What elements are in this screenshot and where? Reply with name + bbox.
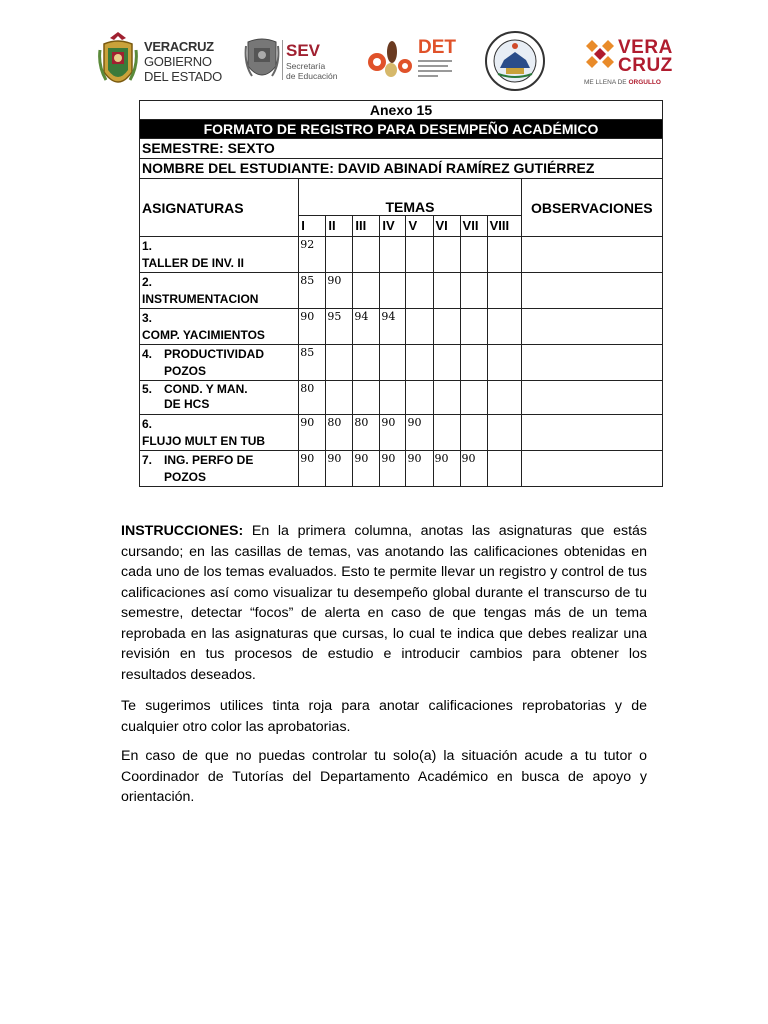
- score-cell: [460, 415, 487, 451]
- score-cell: [380, 237, 406, 273]
- topic-header: VI: [433, 216, 460, 237]
- score-cell: [406, 237, 433, 273]
- subject-cell: [140, 345, 299, 381]
- topic-header: VIII: [487, 216, 521, 237]
- score-cell: 85: [299, 273, 326, 309]
- observation-cell: [521, 451, 662, 487]
- det-fine-print-line: [418, 60, 452, 62]
- table-row: [140, 237, 663, 273]
- score-cell: [380, 381, 406, 415]
- score-cell: [460, 237, 487, 273]
- det-abbr: DET: [418, 37, 456, 58]
- topic-header: III: [353, 216, 380, 237]
- header-row-1: [140, 179, 663, 216]
- brand-tagline-a: ME LLENA DE: [584, 79, 629, 86]
- subjects-header: ASIGNATURAS: [140, 179, 299, 237]
- score-cell: 80: [299, 381, 326, 415]
- brand-tagline-b: ORGULLO: [628, 79, 661, 86]
- score-cell: [487, 381, 521, 415]
- score-cell: [487, 273, 521, 309]
- score-cell: 95: [326, 309, 353, 345]
- score-cell: [353, 345, 380, 381]
- table-row: [140, 273, 663, 309]
- score-cell: 90: [326, 451, 353, 487]
- topic-header: V: [406, 216, 433, 237]
- subject-cell: [140, 451, 299, 487]
- subject-number: 1.: [142, 239, 153, 253]
- score-cell: [460, 345, 487, 381]
- observation-cell: [521, 237, 662, 273]
- score-cell: 90: [353, 451, 380, 487]
- gov-line-1: VERACRUZ: [144, 39, 214, 54]
- institute-seal-icon: [484, 30, 546, 92]
- header-logos: [96, 28, 672, 98]
- subject-cell: [140, 309, 299, 345]
- score-cell: [487, 415, 521, 451]
- det-logo: [366, 28, 476, 96]
- annex-row: [140, 101, 663, 120]
- score-cell: 90: [406, 415, 433, 451]
- table-row: [140, 415, 663, 451]
- subject-name: FLUJO MULT EN TUB: [142, 434, 266, 448]
- score-cell: [487, 451, 521, 487]
- sev-shield-icon: [244, 36, 280, 86]
- score-cell: 94: [380, 309, 406, 345]
- score-cell: [487, 345, 521, 381]
- subject-name: ING. PERFO DE POZOS: [164, 453, 254, 484]
- score-cell: [433, 273, 460, 309]
- subject-number: 7.: [142, 453, 153, 467]
- observation-cell: [521, 345, 662, 381]
- sev-line-2: de Educación: [286, 71, 338, 81]
- score-cell: [353, 381, 380, 415]
- score-cell: [326, 237, 353, 273]
- student-row: [140, 159, 663, 179]
- score-cell: 80: [353, 415, 380, 451]
- subject-number: 3.: [142, 311, 153, 325]
- score-cell: [406, 345, 433, 381]
- table-row: [140, 309, 663, 345]
- det-fine-print-line: [418, 70, 452, 72]
- score-cell: 90: [406, 451, 433, 487]
- topic-header: I: [299, 216, 326, 237]
- instructions-paragraph: [121, 521, 647, 685]
- semester-row: [140, 139, 663, 159]
- subject-number: 5.: [142, 382, 153, 396]
- score-cell: [487, 237, 521, 273]
- det-fine-print-line: [418, 65, 448, 67]
- score-cell: 90: [380, 451, 406, 487]
- score-cell: [326, 345, 353, 381]
- subject-name: TALLER DE INV. II: [142, 256, 245, 270]
- sev-logo: [244, 28, 344, 96]
- topic-header: II: [326, 216, 353, 237]
- gov-line-2: GOBIERNO: [144, 54, 212, 69]
- brand-line-2: CRUZ: [618, 55, 673, 76]
- score-cell: [433, 415, 460, 451]
- format-title-row: [140, 120, 663, 139]
- table-row: [140, 381, 663, 415]
- format-title: FORMATO DE REGISTRO PARA DESEMPEÑO ACADÉMICO: [140, 120, 663, 139]
- subject-name: COMP. YACIMIENTOS: [142, 328, 265, 342]
- subject-name: PRODUCTIVIDAD POZOS: [164, 347, 265, 378]
- observation-cell: [521, 309, 662, 345]
- instructions-text: En la primera columna, anotas las asignaturas que estás cursando; en las casillas de temas, vas anotando las calificaciones obtenidas en cada uno de los temas evaluados. Esto te permite llevar un registro y control de tus calificaciones así como visualizar tu desempeño global durante el transcurso de tu semestre, detectar “focos” de alerta en caso de que tengas más de un tema reprobada en las asignaturas que cursas, lo cual te indica que debes realizar una revisión en tus procesos de estudio e introducir cambios para obtener los resultados deseados.: [121, 523, 647, 683]
- topics-header: TEMAS: [299, 179, 521, 216]
- brand-line-1: VERA: [618, 37, 673, 58]
- sev-line-1: Secretaría: [286, 61, 326, 71]
- table-row: [140, 451, 663, 487]
- score-cell: [380, 345, 406, 381]
- det-fine-print-line: [418, 75, 438, 77]
- score-cell: 94: [353, 309, 380, 345]
- institute-seal-logo: [484, 28, 554, 96]
- score-cell: 90: [299, 451, 326, 487]
- score-cell: [433, 309, 460, 345]
- subject-cell: [140, 237, 299, 273]
- score-cell: 90: [380, 415, 406, 451]
- score-cell: [487, 309, 521, 345]
- score-cell: [460, 273, 487, 309]
- semester-field: SEMESTRE: SEXTO: [140, 139, 663, 159]
- score-cell: 92: [299, 237, 326, 273]
- score-cell: [353, 273, 380, 309]
- table-row: [140, 345, 663, 381]
- subject-cell: [140, 381, 299, 415]
- topic-header: VII: [460, 216, 487, 237]
- score-cell: [353, 237, 380, 273]
- brand-tagline: [584, 80, 661, 87]
- observations-header: OBSERVACIONES: [521, 179, 662, 237]
- score-cell: 90: [433, 451, 460, 487]
- subject-cell: [140, 273, 299, 309]
- score-cell: 80: [326, 415, 353, 451]
- score-cell: [433, 237, 460, 273]
- brand-pattern-icon: [584, 38, 616, 70]
- observation-cell: [521, 415, 662, 451]
- sev-divider: [282, 40, 283, 80]
- academic-record-table: [139, 100, 663, 487]
- score-cell: [380, 273, 406, 309]
- state-coat-of-arms-icon: [96, 30, 140, 96]
- score-cell: [433, 381, 460, 415]
- topic-header: IV: [380, 216, 406, 237]
- score-cell: [326, 381, 353, 415]
- veracruz-brand-logo: [584, 28, 672, 96]
- score-cell: [406, 381, 433, 415]
- score-cell: 90: [299, 309, 326, 345]
- score-cell: 90: [326, 273, 353, 309]
- student-name-field: NOMBRE DEL ESTUDIANTE: DAVID ABINADÍ RAMÍREZ GUTIÉRREZ: [140, 159, 663, 179]
- det-emblem-icon: [366, 34, 414, 86]
- sev-abbr: SEV: [286, 41, 321, 60]
- annex-title: Anexo 15: [140, 101, 663, 120]
- veracruz-government-logo: [96, 28, 236, 96]
- instructions-label: INSTRUCCIONES:: [121, 523, 244, 539]
- score-cell: [433, 345, 460, 381]
- subject-cell: [140, 415, 299, 451]
- observation-cell: [521, 273, 662, 309]
- subject-number: 2.: [142, 275, 153, 289]
- red-ink-paragraph: Te sugerimos utilices tinta roja para anotar calificaciones reprobatorias y de cualquier otro color las aprobatorias.: [121, 698, 647, 735]
- score-cell: 90: [299, 415, 326, 451]
- score-cell: [460, 381, 487, 415]
- subject-name: INSTRUMENTACION: [142, 292, 259, 306]
- score-cell: [460, 309, 487, 345]
- subject-name: COND. Y MAN. DE HCS: [164, 382, 248, 411]
- score-cell: [406, 309, 433, 345]
- score-cell: [406, 273, 433, 309]
- gov-line-3: DEL ESTADO: [144, 69, 222, 84]
- score-cell: 85: [299, 345, 326, 381]
- observation-cell: [521, 381, 662, 415]
- tutor-paragraph: En caso de que no puedas controlar tu solo(a) la situación acude a tu tutor o Coordinador de Tutorías del Departamento Académico en busca de apoyo y orientación.: [121, 748, 647, 805]
- subject-number: 4.: [142, 347, 153, 361]
- subject-number: 6.: [142, 417, 153, 431]
- score-cell: 90: [460, 451, 487, 487]
